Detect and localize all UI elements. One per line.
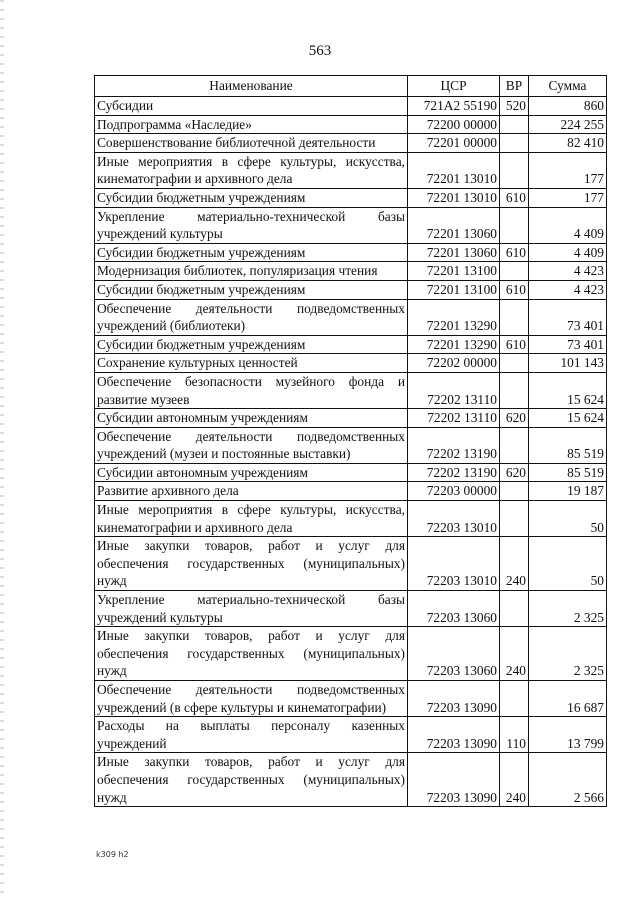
cell-vr: 240 bbox=[500, 627, 529, 681]
budget-table bbox=[94, 75, 607, 807]
cell-vr: 610 bbox=[500, 188, 529, 207]
cell-vr bbox=[500, 299, 529, 335]
cell-code: 72201 13290 bbox=[408, 335, 500, 354]
cell-code: 72202 13110 bbox=[408, 372, 500, 408]
cell-sum: 2 325 bbox=[529, 627, 607, 681]
cell-name: Иные закупки товаров, работ и услуг для обеспечения государственных (муниципальных) нужд bbox=[95, 753, 408, 807]
table-row bbox=[95, 115, 607, 134]
cell-vr: 610 bbox=[500, 335, 529, 354]
cell-name: Сохранение культурных ценностей bbox=[95, 354, 408, 373]
cell-name: Субсидии бюджетным учреждениям bbox=[95, 280, 408, 299]
cell-vr bbox=[500, 207, 529, 243]
table-row bbox=[95, 335, 607, 354]
cell-vr bbox=[500, 262, 529, 281]
cell-name: Развитие архивного дела bbox=[95, 482, 408, 501]
cell-vr: 240 bbox=[500, 753, 529, 807]
cell-name: Обеспечение деятельности подведомственных учреждений (музеи и постоянные выставки) bbox=[95, 427, 408, 463]
cell-vr bbox=[500, 134, 529, 153]
footer-note: k309 h2 bbox=[96, 850, 129, 859]
table-row bbox=[95, 482, 607, 501]
table-row bbox=[95, 717, 607, 753]
cell-sum: 4 423 bbox=[529, 262, 607, 281]
cell-code: 72202 13110 bbox=[408, 409, 500, 428]
cell-name: Иные мероприятия в сфере культуры, искусства, кинематографии и архивного дела bbox=[95, 152, 408, 188]
cell-name: Субсидии бюджетным учреждениям bbox=[95, 188, 408, 207]
cell-name: Подпрограмма «Наследие» bbox=[95, 115, 408, 134]
cell-code: 72201 13010 bbox=[408, 152, 500, 188]
cell-code: 72203 13060 bbox=[408, 591, 500, 627]
scan-edge-mark bbox=[0, 0, 4, 897]
cell-sum: 16 687 bbox=[529, 681, 607, 717]
cell-name: Обеспечение деятельности подведомственных учреждений (в сфере культуры и кинематографии) bbox=[95, 681, 408, 717]
cell-sum: 224 255 bbox=[529, 115, 607, 134]
cell-vr bbox=[500, 482, 529, 501]
cell-name: Иные мероприятия в сфере культуры, искусства, кинематографии и архивного дела bbox=[95, 501, 408, 537]
table-row bbox=[95, 97, 607, 116]
cell-code: 72201 00000 bbox=[408, 134, 500, 153]
column-header-vr: ВР bbox=[500, 76, 529, 97]
table-header-row bbox=[95, 76, 607, 97]
cell-name: Укрепление материально-технической базы учреждений культуры bbox=[95, 207, 408, 243]
table-row bbox=[95, 152, 607, 188]
table-row bbox=[95, 134, 607, 153]
cell-sum: 15 624 bbox=[529, 409, 607, 428]
cell-sum: 15 624 bbox=[529, 372, 607, 408]
cell-sum: 2 566 bbox=[529, 753, 607, 807]
cell-vr bbox=[500, 427, 529, 463]
column-header-name: Наименование bbox=[95, 76, 408, 97]
cell-vr: 110 bbox=[500, 717, 529, 753]
cell-name: Субсидии автономным учреждениям bbox=[95, 463, 408, 482]
column-header-code: ЦСР bbox=[408, 76, 500, 97]
cell-sum: 4 409 bbox=[529, 243, 607, 262]
cell-code: 72202 13190 bbox=[408, 463, 500, 482]
cell-vr bbox=[500, 681, 529, 717]
cell-code: 72203 13090 bbox=[408, 681, 500, 717]
cell-sum: 50 bbox=[529, 501, 607, 537]
cell-code: 72202 13190 bbox=[408, 427, 500, 463]
cell-vr: 610 bbox=[500, 243, 529, 262]
cell-vr: 620 bbox=[500, 463, 529, 482]
cell-code: 72203 13060 bbox=[408, 627, 500, 681]
table-row bbox=[95, 372, 607, 408]
cell-vr bbox=[500, 152, 529, 188]
table-row bbox=[95, 627, 607, 681]
table-row bbox=[95, 753, 607, 807]
cell-code: 72203 00000 bbox=[408, 482, 500, 501]
table-row bbox=[95, 299, 607, 335]
table-row bbox=[95, 280, 607, 299]
cell-vr bbox=[500, 372, 529, 408]
cell-sum: 13 799 bbox=[529, 717, 607, 753]
cell-code: 72202 00000 bbox=[408, 354, 500, 373]
table-row bbox=[95, 243, 607, 262]
cell-sum: 73 401 bbox=[529, 299, 607, 335]
cell-sum: 73 401 bbox=[529, 335, 607, 354]
cell-code: 72201 13100 bbox=[408, 280, 500, 299]
cell-sum: 19 187 bbox=[529, 482, 607, 501]
cell-vr: 620 bbox=[500, 409, 529, 428]
cell-vr bbox=[500, 354, 529, 373]
cell-sum: 860 bbox=[529, 97, 607, 116]
table-row bbox=[95, 207, 607, 243]
cell-vr bbox=[500, 115, 529, 134]
cell-name: Субсидии бюджетным учреждениям bbox=[95, 335, 408, 354]
cell-name: Расходы на выплаты персоналу казенных учреждений bbox=[95, 717, 408, 753]
table-row bbox=[95, 463, 607, 482]
cell-name: Иные закупки товаров, работ и услуг для обеспечения государственных (муниципальных) нужд bbox=[95, 627, 408, 681]
cell-code: 721А2 55190 bbox=[408, 97, 500, 116]
cell-name: Субсидии бюджетным учреждениям bbox=[95, 243, 408, 262]
cell-code: 72201 13060 bbox=[408, 243, 500, 262]
cell-sum: 101 143 bbox=[529, 354, 607, 373]
cell-code: 72203 13090 bbox=[408, 753, 500, 807]
cell-name: Укрепление материально-технической базы учреждений культуры bbox=[95, 591, 408, 627]
cell-code: 72201 13060 bbox=[408, 207, 500, 243]
table-row bbox=[95, 537, 607, 591]
cell-name: Модернизация библиотек, популяризация чтения bbox=[95, 262, 408, 281]
cell-name: Совершенствование библиотечной деятельности bbox=[95, 134, 408, 153]
cell-sum: 177 bbox=[529, 188, 607, 207]
cell-sum: 85 519 bbox=[529, 463, 607, 482]
cell-sum: 4 423 bbox=[529, 280, 607, 299]
table-row bbox=[95, 354, 607, 373]
cell-code: 72203 13010 bbox=[408, 537, 500, 591]
cell-code: 72201 13290 bbox=[408, 299, 500, 335]
table-row bbox=[95, 409, 607, 428]
cell-code: 72200 00000 bbox=[408, 115, 500, 134]
cell-name: Субсидии bbox=[95, 97, 408, 116]
cell-vr: 520 bbox=[500, 97, 529, 116]
cell-name: Обеспечение деятельности подведомственных учреждений (библиотеки) bbox=[95, 299, 408, 335]
cell-code: 72201 13100 bbox=[408, 262, 500, 281]
cell-name: Субсидии автономным учреждениям bbox=[95, 409, 408, 428]
column-header-sum: Сумма bbox=[529, 76, 607, 97]
cell-sum: 4 409 bbox=[529, 207, 607, 243]
cell-sum: 82 410 bbox=[529, 134, 607, 153]
page-number: 563 bbox=[308, 43, 332, 59]
cell-sum: 85 519 bbox=[529, 427, 607, 463]
cell-code: 72203 13010 bbox=[408, 501, 500, 537]
cell-sum: 50 bbox=[529, 537, 607, 591]
cell-code: 72201 13010 bbox=[408, 188, 500, 207]
cell-vr bbox=[500, 501, 529, 537]
cell-name: Обеспечение безопасности музейного фонда и развитие музеев bbox=[95, 372, 408, 408]
cell-vr: 610 bbox=[500, 280, 529, 299]
cell-vr: 240 bbox=[500, 537, 529, 591]
cell-vr bbox=[500, 591, 529, 627]
cell-sum: 177 bbox=[529, 152, 607, 188]
cell-code: 72203 13090 bbox=[408, 717, 500, 753]
cell-name: Иные закупки товаров, работ и услуг для обеспечения государственных (муниципальных) нужд bbox=[95, 537, 408, 591]
table-row bbox=[95, 501, 607, 537]
table-row bbox=[95, 188, 607, 207]
cell-sum: 2 325 bbox=[529, 591, 607, 627]
table-row bbox=[95, 427, 607, 463]
table-row bbox=[95, 262, 607, 281]
table-row bbox=[95, 591, 607, 627]
table-row bbox=[95, 681, 607, 717]
